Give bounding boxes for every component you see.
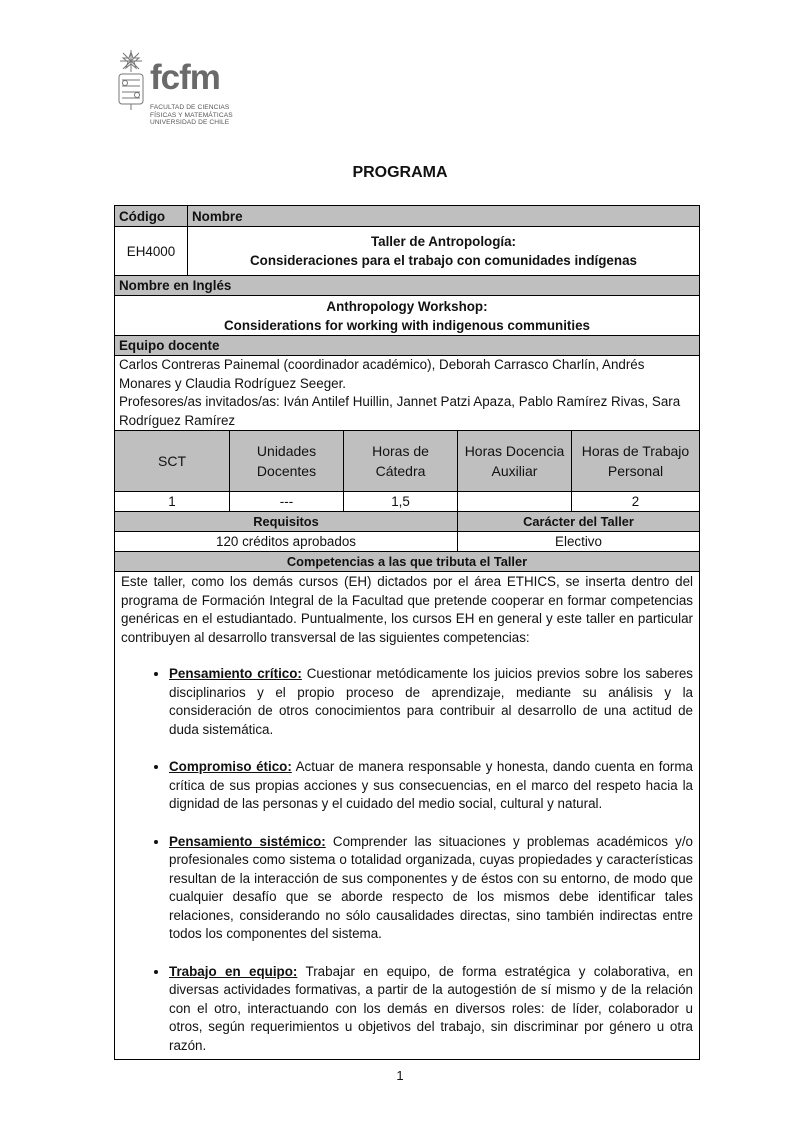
english-name: Anthropology Workshop: Considerations for working with indigenous communities — [115, 296, 700, 336]
competency-critical-thinking: • Pensamiento crítico: Cuestionar metódicamente los juicios previos sobre los saberes disciplinarios y el propio proceso de aprendizaje, mediante su análisis y la consideración de otros conocimientos para contribuir al desarrollo de una actitud de duda sistemática. — [169, 665, 693, 739]
lecture-hours-header: Horas de Cátedra — [344, 431, 458, 492]
logo-brand-text: fcfm — [150, 58, 220, 97]
competencies-intro: Este taller, como los demás cursos (EH) dictados por el área ETHICS, se inserta dentro del programa de Formación Integral de la Facultad que pretende cooperar en formar competencias genéricas en el estudiantado. Puntualmente, los cursos EH en general y este taller en particular contribuyen al desarrollo transversal de las siguientes competencias: — [121, 574, 693, 645]
logo-subtitle: FACULTAD DE CIENCIAS FÍSICAS Y MATEMÁTICAS UNIVERSIDAD DE CHILE — [150, 104, 233, 127]
english-name-header: Nombre en Inglés — [115, 276, 700, 296]
auxiliary-hours-header: Horas Docencia Auxiliar — [458, 431, 572, 492]
competencies-list — [121, 665, 693, 1055]
sct-value: 1 — [115, 492, 230, 512]
personal-hours-header: Horas de Trabajo Personal — [572, 431, 700, 492]
team-members: Carlos Contreras Painemal (coordinador académico), Deborah Carrasco Charlín, Andrés Monares y Claudia Rodríguez Seeger. Profesores/as invitados/as: Iván Antilef Huillin, Jannet Patzi Apaza, Pablo Ramírez Rivas, Sara Rodríguez Ramírez — [115, 356, 700, 431]
competencies-header: Competencias a las que tributa el Taller — [115, 552, 700, 572]
page-title: PROGRAMA — [352, 164, 448, 181]
character-header: Carácter del Taller — [458, 512, 700, 532]
team-header: Equipo docente — [115, 336, 700, 356]
course-name: Taller de Antropología: Consideraciones para el trabajo con comunidades indígenas — [188, 227, 700, 276]
program-table — [114, 205, 699, 1060]
requirements-value: 120 créditos aprobados — [115, 532, 458, 552]
teaching-units-header: Unidades Docentes — [230, 431, 344, 492]
lecture-hours-value: 1,5 — [344, 492, 458, 512]
personal-hours-value: 2 — [572, 492, 700, 512]
competency-systemic-thinking: • Pensamiento sistémico: Comprender las situaciones y problemas académicos y/o profesionales como sistema o totalidad organizada, cuyas propiedades y características resultan de la interacción de sus componentes y de éstos con su entorno, de modo que cualquier desafío que se aborde respecto de los mismos debe identificar tales relaciones, considerando no sólo causalidades directas, sino también indirectas entre todos los componentes del sistema. — [169, 833, 693, 944]
page-number: 1 — [396, 1068, 404, 1083]
competency-ethical-commitment: • Compromiso ético: Actuar de manera responsable y honesta, dando cuenta en forma crítica de sus propias acciones y sus consecuencias, en el marco del respeto hacia la dignidad de las personas y el cuidado del medio social, cultural y natural. — [169, 758, 693, 814]
competency-teamwork: • Trabajo en equipo: Trabajar en equipo, de forma estratégica y colaborativa, en diversas actividades formativas, a partir de la autogestión de sí mismo y de la relación con el otro, interactuando con los demás en diversos roles: de líder, colaborador u otros, según requerimientos u objetivos del trabajo, sin discriminar por género u otra razón. — [169, 963, 693, 1056]
competencies-body — [115, 572, 700, 1060]
course-code: EH4000 — [115, 227, 188, 276]
requirements-header: Requisitos — [115, 512, 458, 532]
university-seal-icon — [112, 50, 150, 112]
faculty-logo — [112, 46, 242, 132]
teaching-units-value: --- — [230, 492, 344, 512]
name-header: Nombre — [188, 206, 700, 227]
auxiliary-hours-value — [458, 492, 572, 512]
character-value: Electivo — [458, 532, 700, 552]
code-header: Código — [115, 206, 188, 227]
sct-header: SCT — [115, 431, 230, 492]
